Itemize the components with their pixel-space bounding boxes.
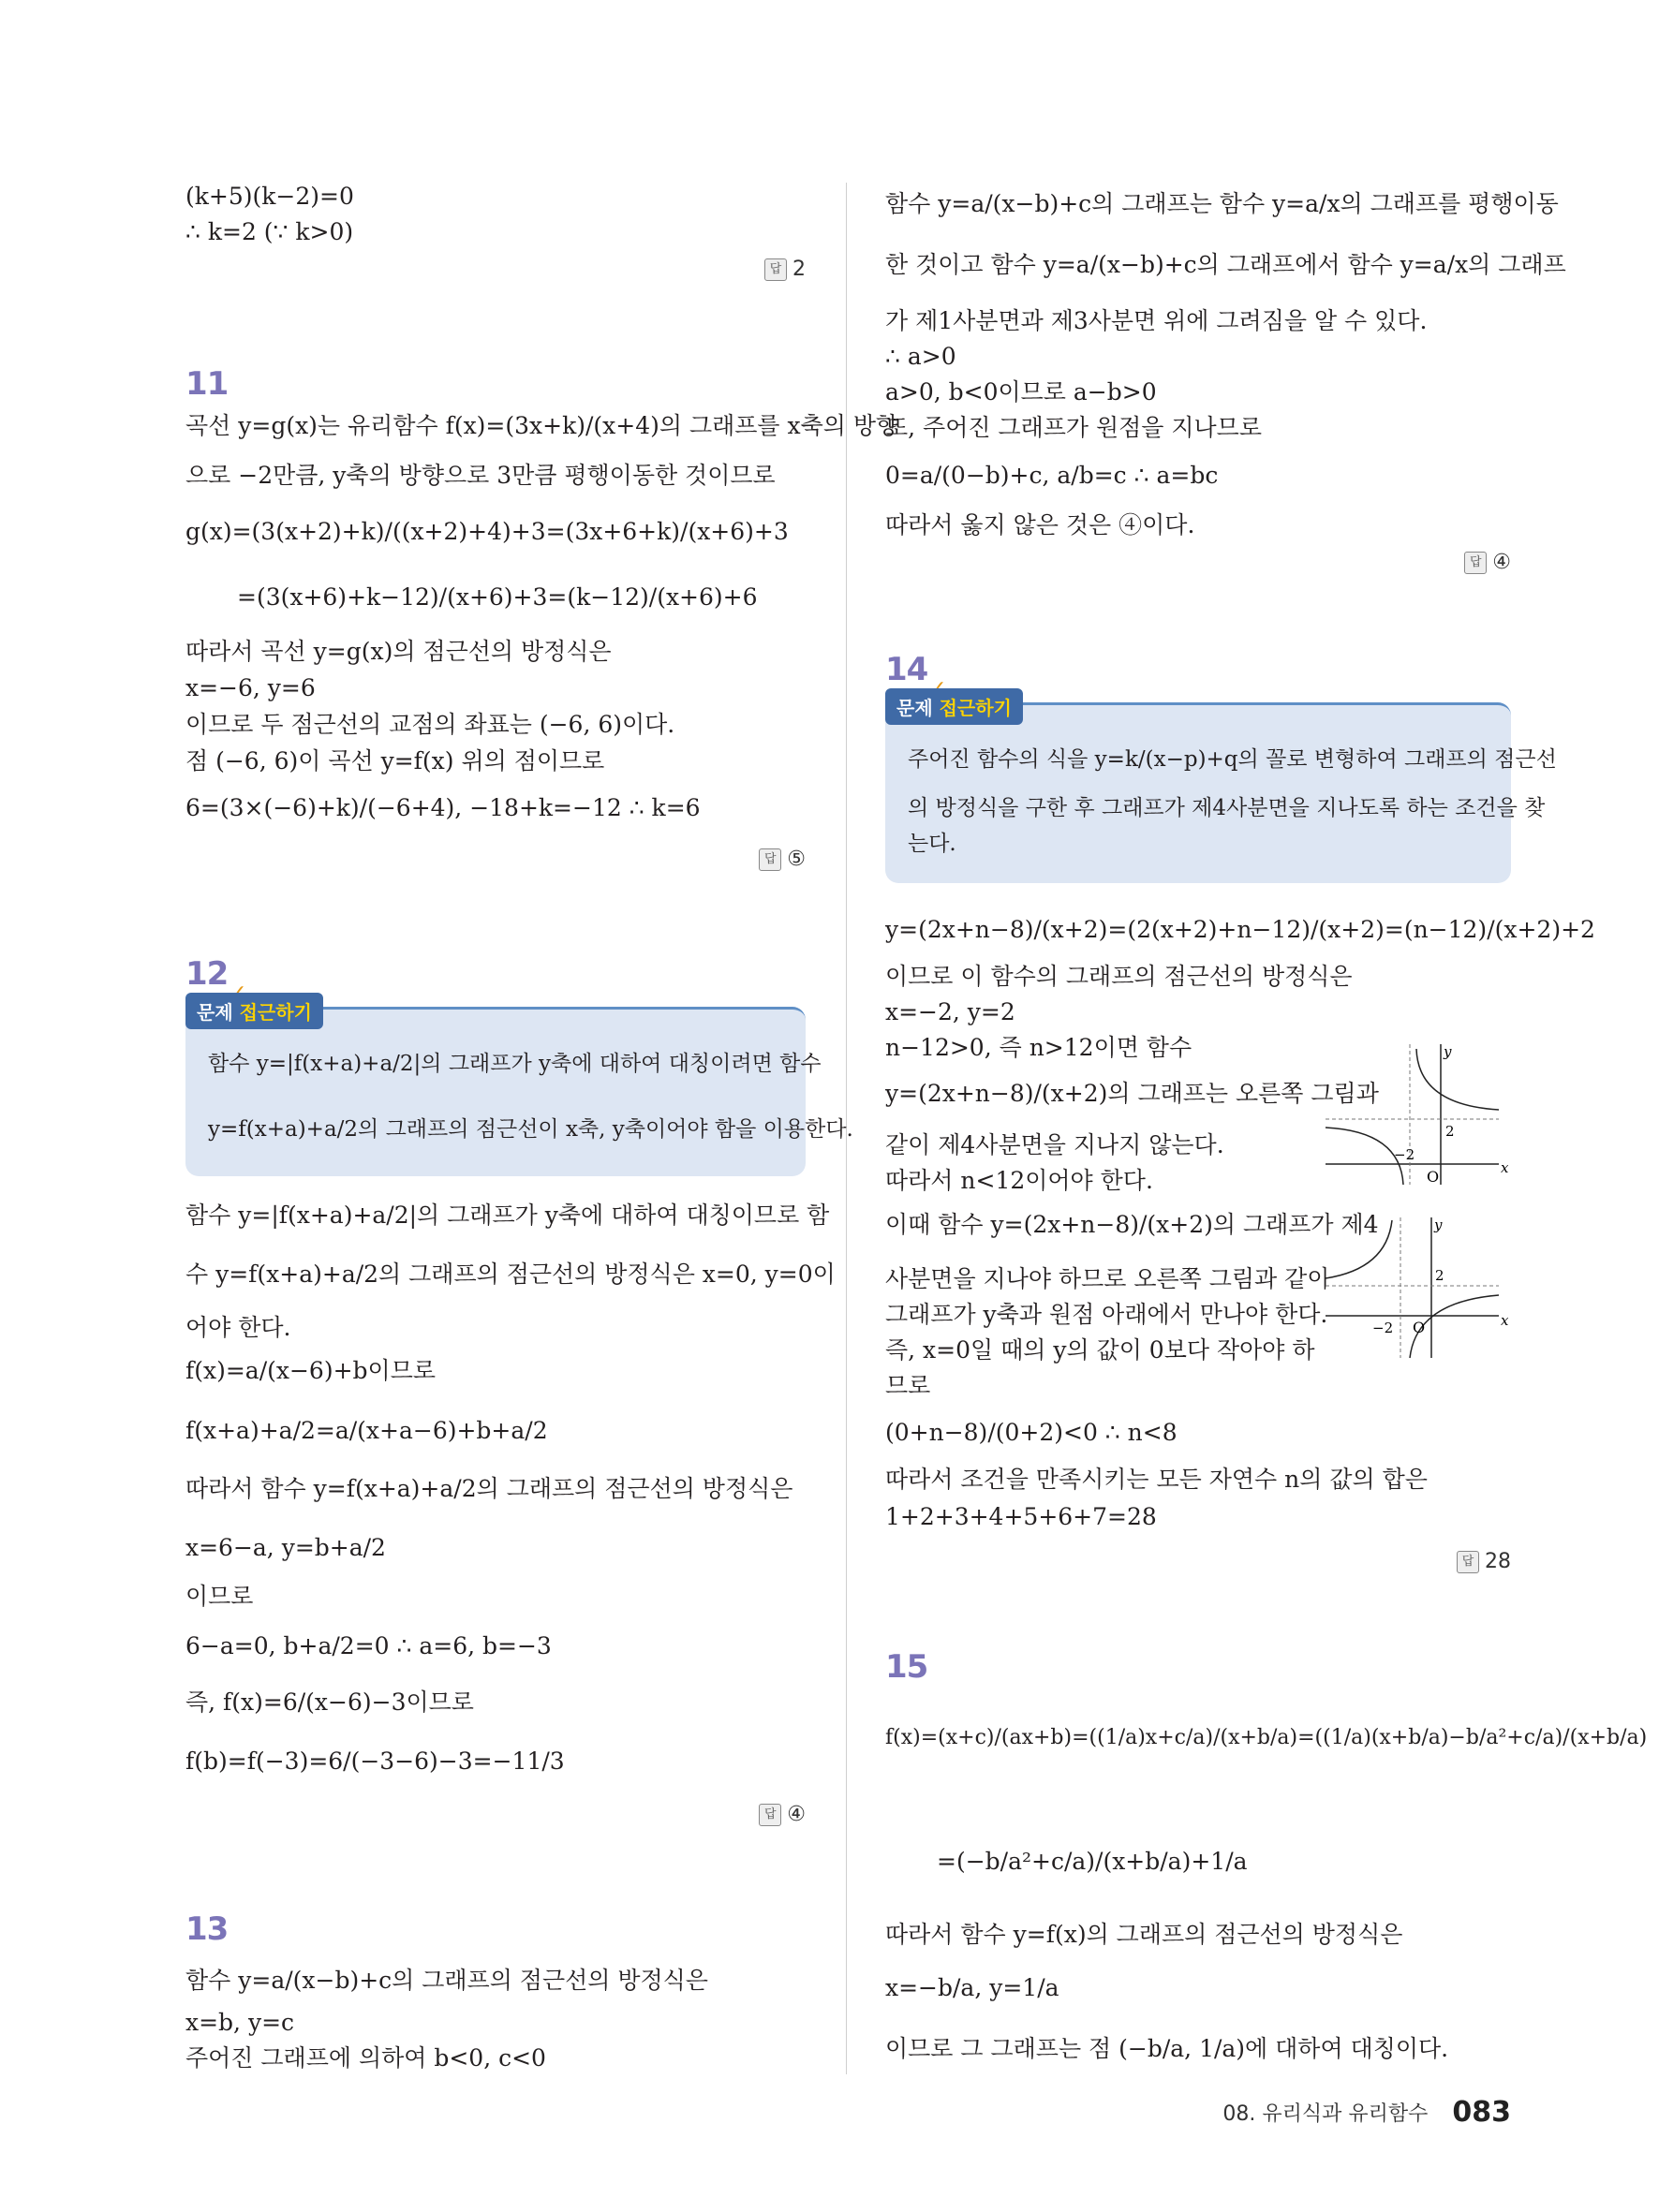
solution-line: =(−b/a²+c/a)/(x+b/a)+1/a	[937, 1848, 1248, 1875]
hint-label	[185, 993, 323, 1029]
answer-badge	[759, 848, 806, 871]
solution-line: f(x+a)+a/2=a/(x+a−6)+b+a/2	[185, 1417, 548, 1444]
solution-line: x=6−a, y=b+a/2	[185, 1534, 386, 1561]
y-axis-label: y	[1444, 1043, 1452, 1060]
answer-icon: 답	[764, 258, 787, 281]
solution-line: 이므로 이 함수의 그래프의 점근선의 방정식은	[885, 963, 1353, 990]
solution-line: 점 (−6, 6)이 곡선 y=f(x) 위의 점이므로	[185, 747, 605, 774]
hint-line: 는다.	[908, 832, 956, 856]
solution-line: ∴ k=2 (∵ k>0)	[185, 218, 354, 245]
x-axis-label: x	[1501, 1159, 1508, 1176]
solution-line: 이때 함수 y=(2x+n−8)/(x+2)의 그래프가 제4	[885, 1211, 1379, 1238]
solution-line: y=(2x+n−8)/(x+2)=(2(x+2)+n−12)/(x+2)=(n−12)/(x+2)+2	[885, 916, 1595, 943]
solution-line: 그래프가 y축과 원점 아래에서 만나야 한다.	[885, 1301, 1328, 1328]
answer-value: ⑤	[787, 848, 806, 871]
solution-line: 또, 주어진 그래프가 원점을 지나므로	[885, 414, 1262, 441]
solution-line: 사분면을 지나야 하므로 오른쪽 그림과 같이	[885, 1265, 1330, 1292]
hint-line: 의 방정식을 구한 후 그래프가 제4사분면을 지나도록 하는 조건을 찾	[908, 796, 1546, 820]
problem-number: 15	[885, 1648, 928, 1686]
solution-line: 같이 제4사분면을 지나지 않는다.	[885, 1131, 1224, 1158]
asymptote-x-label: −2	[1372, 1320, 1394, 1336]
solution-line: 즉, x=0일 때의 y의 값이 0보다 작아야 하	[885, 1336, 1315, 1364]
asymptote-graph-2	[1321, 1213, 1508, 1363]
solution-line: f(x)=a/(x−6)+b이므로	[185, 1357, 436, 1384]
solution-line: 따라서 조건을 만족시키는 모든 자연수 n의 값의 합은	[885, 1466, 1428, 1493]
answer-badge	[1464, 551, 1511, 574]
page-number: 083	[1452, 2096, 1511, 2129]
solution-line: x=b, y=c	[185, 2009, 295, 2036]
answer-badge	[1457, 1550, 1511, 1573]
solution-line: 어야 한다.	[185, 1314, 291, 1341]
hint-line: 주어진 함수의 식을 y=k/(x−p)+q의 꼴로 변형하여 그래프의 점근선	[908, 747, 1557, 772]
answer-icon: 답	[1464, 552, 1487, 574]
y-axis-label: y	[1434, 1217, 1443, 1233]
solution-line: 따라서 n<12이어야 한다.	[885, 1167, 1153, 1194]
solution-line: 6−a=0, b+a/2=0 ∴ a=6, b=−3	[185, 1632, 552, 1659]
hint-line: 함수 y=|f(x+a)+a/2|의 그래프가 y축에 대하여 대칭이려면 함수	[208, 1052, 822, 1076]
solution-line: ∴ a>0	[885, 343, 956, 370]
solution-line: n−12>0, 즉 n>12이면 함수	[885, 1034, 1192, 1061]
solution-line: 이므로	[185, 1583, 254, 1610]
hint-label-a: 문제	[896, 697, 933, 719]
solution-line: 따라서 옳지 않은 것은 ④이다.	[885, 511, 1195, 538]
hint-label-b: 접근하기	[239, 1001, 312, 1024]
solution-line: 함수 y=|f(x+a)+a/2|의 그래프가 y축에 대하여 대칭이므로 함	[185, 1202, 830, 1229]
asymptote-graph-1	[1321, 1040, 1508, 1189]
solution-line: 0=a/(0−b)+c, a/b=c ∴ a=bc	[885, 462, 1219, 489]
hint-box	[185, 1001, 853, 1176]
solution-line: 따라서 곡선 y=g(x)의 점근선의 방정식은	[185, 638, 612, 665]
asymptote-y-label: 2	[1445, 1123, 1455, 1140]
solution-line: (k+5)(k−2)=0	[185, 183, 354, 210]
hint-label-a: 문제	[197, 1001, 233, 1024]
solution-line: 가 제1사분면과 제3사분면 위에 그려짐을 알 수 있다.	[885, 307, 1428, 334]
problem-number: 12	[185, 955, 229, 993]
origin-label: O	[1427, 1168, 1440, 1186]
answer-value: ④	[787, 1803, 806, 1826]
solution-line: 따라서 함수 y=f(x)의 그래프의 점근선의 방정식은	[885, 1921, 1403, 1948]
solution-line: x=−6, y=6	[185, 674, 316, 701]
solution-line: (0+n−8)/(0+2)<0 ∴ n<8	[885, 1419, 1178, 1446]
origin-label: O	[1413, 1319, 1426, 1336]
solution-line: x=−2, y=2	[885, 998, 1015, 1025]
problem-number: 14	[885, 651, 928, 688]
chapter-title: 08. 유리식과 유리함수	[1222, 2102, 1429, 2126]
solution-line: 함수 y=a/(x−b)+c의 그래프의 점근선의 방정식은	[185, 1967, 708, 1994]
answer-value: 2	[792, 258, 806, 281]
hint-label-b: 접근하기	[939, 697, 1012, 719]
answer-badge	[759, 1803, 806, 1826]
hint-box	[885, 697, 1557, 883]
hint-label	[885, 688, 1023, 725]
answer-value: 28	[1485, 1550, 1511, 1573]
solution-line: =(3(x+6)+k−12)/(x+6)+3=(k−12)/(x+6)+6	[237, 583, 758, 611]
solution-line: 함수 y=a/(x−b)+c의 그래프는 함수 y=a/x의 그래프를 평행이동	[885, 190, 1559, 217]
asymptote-x-label: −2	[1394, 1146, 1415, 1163]
solution-line: 이므로 그 그래프는 점 (−b/a, 1/a)에 대하여 대칭이다.	[885, 2035, 1449, 2062]
solution-line: 1+2+3+4+5+6+7=28	[885, 1503, 1157, 1530]
hint-line: y=f(x+a)+a/2의 그래프의 점근선이 x축, y축이어야 함을 이용한다.	[208, 1117, 853, 1142]
page-footer	[1222, 2096, 1511, 2129]
solution-line: 6=(3×(−6)+k)/(−6+4), −18+k=−12 ∴ k=6	[185, 794, 701, 821]
answer-value: ④	[1492, 551, 1511, 574]
answer-icon: 답	[1457, 1551, 1479, 1573]
answer-icon: 답	[759, 1804, 781, 1826]
solution-line: 이므로 두 점근선의 교점의 좌표는 (−6, 6)이다.	[185, 711, 675, 738]
solution-line: 즉, f(x)=6/(x−6)−3이므로	[185, 1688, 474, 1716]
solution-line: a>0, b<0이므로 a−b>0	[885, 378, 1157, 406]
answer-icon: 답	[759, 848, 781, 871]
x-axis-label: x	[1501, 1312, 1508, 1329]
problem-number: 13	[185, 1910, 229, 1948]
solution-line: g(x)=(3(x+2)+k)/((x+2)+4)+3=(3x+6+k)/(x+6)+3	[185, 518, 789, 545]
solution-line: 므로	[885, 1372, 931, 1399]
solution-line: y=(2x+n−8)/(x+2)의 그래프는 오른쪽 그림과	[885, 1080, 1379, 1107]
problem-number: 11	[185, 365, 229, 403]
solution-line: 수 y=f(x+a)+a/2의 그래프의 점근선의 방정식은 x=0, y=0이	[185, 1261, 836, 1288]
solution-line: f(b)=f(−3)=6/(−3−6)−3=−11/3	[185, 1747, 565, 1775]
solution-line: 따라서 함수 y=f(x+a)+a/2의 그래프의 점근선의 방정식은	[185, 1475, 793, 1502]
solution-line: 으로 −2만큼, y축의 방향으로 3만큼 평행이동한 것이므로	[185, 462, 776, 489]
solution-line: 곡선 y=g(x)는 유리함수 f(x)=(3x+k)/(x+4)의 그래프를 x축의 방향	[185, 412, 899, 439]
asymptote-y-label: 2	[1435, 1267, 1444, 1284]
solution-line: x=−b/a, y=1/a	[885, 1974, 1059, 2001]
solution-line: 한 것이고 함수 y=a/(x−b)+c의 그래프에서 함수 y=a/x의 그래프	[885, 251, 1566, 278]
solution-line: f(x)=(x+c)/(ax+b)=((1/a)x+c/a)/(x+b/a)=((1/a)(x+b/a)−b/a²+c/a)/(x+b/a)	[885, 1726, 1648, 1749]
solution-line: 주어진 그래프에 의하여 b<0, c<0	[185, 2044, 546, 2072]
answer-badge	[764, 258, 806, 281]
